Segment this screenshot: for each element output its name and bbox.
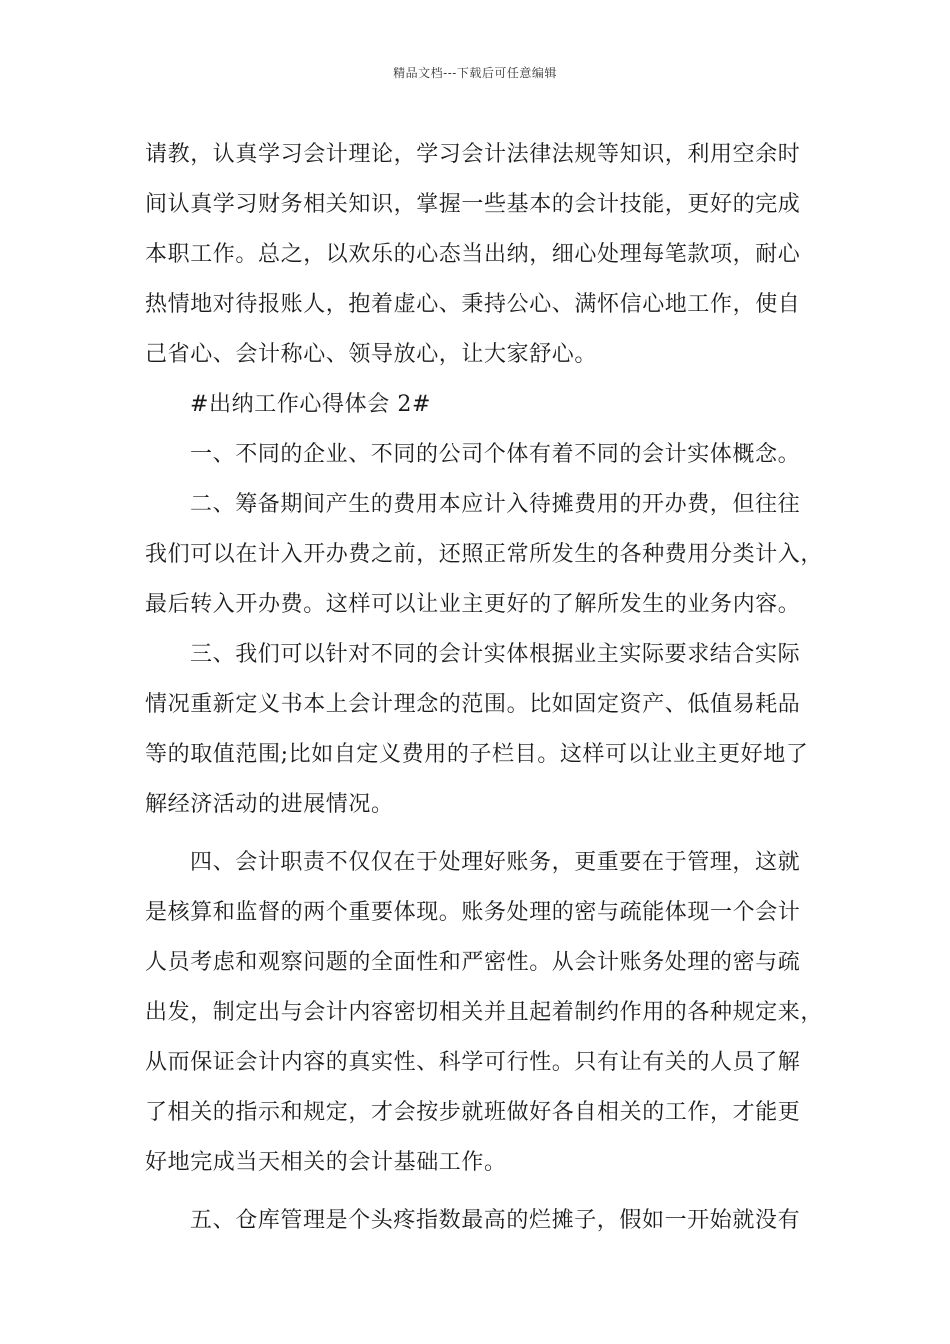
text-line: 从而保证会计内容的真实性、科学可行性。只有让有关的人员了解: [145, 1050, 801, 1075]
text-line: 了相关的指示和规定，才会按步就班做好各自相关的工作，才能更: [145, 1100, 801, 1125]
paragraph: [145, 130, 815, 380]
paragraph: [145, 838, 824, 1188]
text-line: 二、筹备期间产生的费用本应计入待摊费用的开办费，但往往: [190, 492, 801, 517]
paragraph: [145, 380, 815, 430]
text-line: 四、会计职责不仅仅在于处理好账务，更重要在于管理，这就: [190, 850, 801, 875]
text-line: 情况重新定义书本上会计理念的范围。比如固定资产、低值易耗品: [145, 692, 801, 717]
page-header: 精品文档---下载后可任意编辑: [393, 66, 557, 80]
text-line: 出发，制定出与会计内容密切相关并且起着制约作用的各种规定来，: [145, 1000, 824, 1025]
text-line: 是核算和监督的两个重要体现。账务处理的密与疏能体现一个会计: [145, 900, 801, 925]
text-line: 一、不同的企业、不同的公司个体有着不同的会计实体概念。: [190, 442, 801, 467]
text-line: 五、仓库管理是个头疼指数最高的烂摊子，假如一开始就没有: [190, 1208, 801, 1233]
text-line: 己省心、会计称心、领导放心，让大家舒心。: [145, 342, 598, 367]
text-line: 三、我们可以针对不同的会计实体根据业主实际要求结合实际: [190, 642, 801, 667]
text-line: 解经济活动的进展情况。: [145, 792, 394, 817]
text-line: 间认真学习财务相关知识，掌握一些基本的会计技能，更好的完成: [145, 192, 801, 217]
text-line: 请教，认真学习会计理论，学习会计法律法规等知识，利用空余时: [145, 142, 801, 167]
paragraph-gap: [145, 830, 815, 838]
text-line: 最后转入开办费。这样可以让业主更好的了解所发生的业务内容。: [145, 592, 801, 617]
text-line: 本职工作。总之，以欢乐的心态当出纳，细心处理每笔款项，耐心: [145, 242, 801, 267]
text-line: #出纳工作心得体会 2#: [190, 392, 432, 417]
text-line: 等的取值范围;比如自定义费用的子栏目。这样可以让业主更好地了: [145, 742, 809, 767]
paragraph: [145, 630, 815, 830]
paragraph: [145, 430, 815, 480]
text-line: 热情地对待报账人，抱着虚心、秉持公心、满怀信心地工作，使自: [145, 292, 801, 317]
document-body: [145, 130, 824, 1246]
text-line: 好地完成当天相关的会计基础工作。: [145, 1150, 507, 1175]
text-line: 人员考虑和观察问题的全面性和严密性。从会计账务处理的密与疏: [145, 950, 801, 975]
paragraph: [145, 1196, 815, 1246]
paragraph-gap: [145, 1188, 815, 1196]
text-line: 我们可以在计入开办费之前，还照正常所发生的各种费用分类计入，: [145, 542, 824, 567]
paragraph: [145, 480, 824, 630]
